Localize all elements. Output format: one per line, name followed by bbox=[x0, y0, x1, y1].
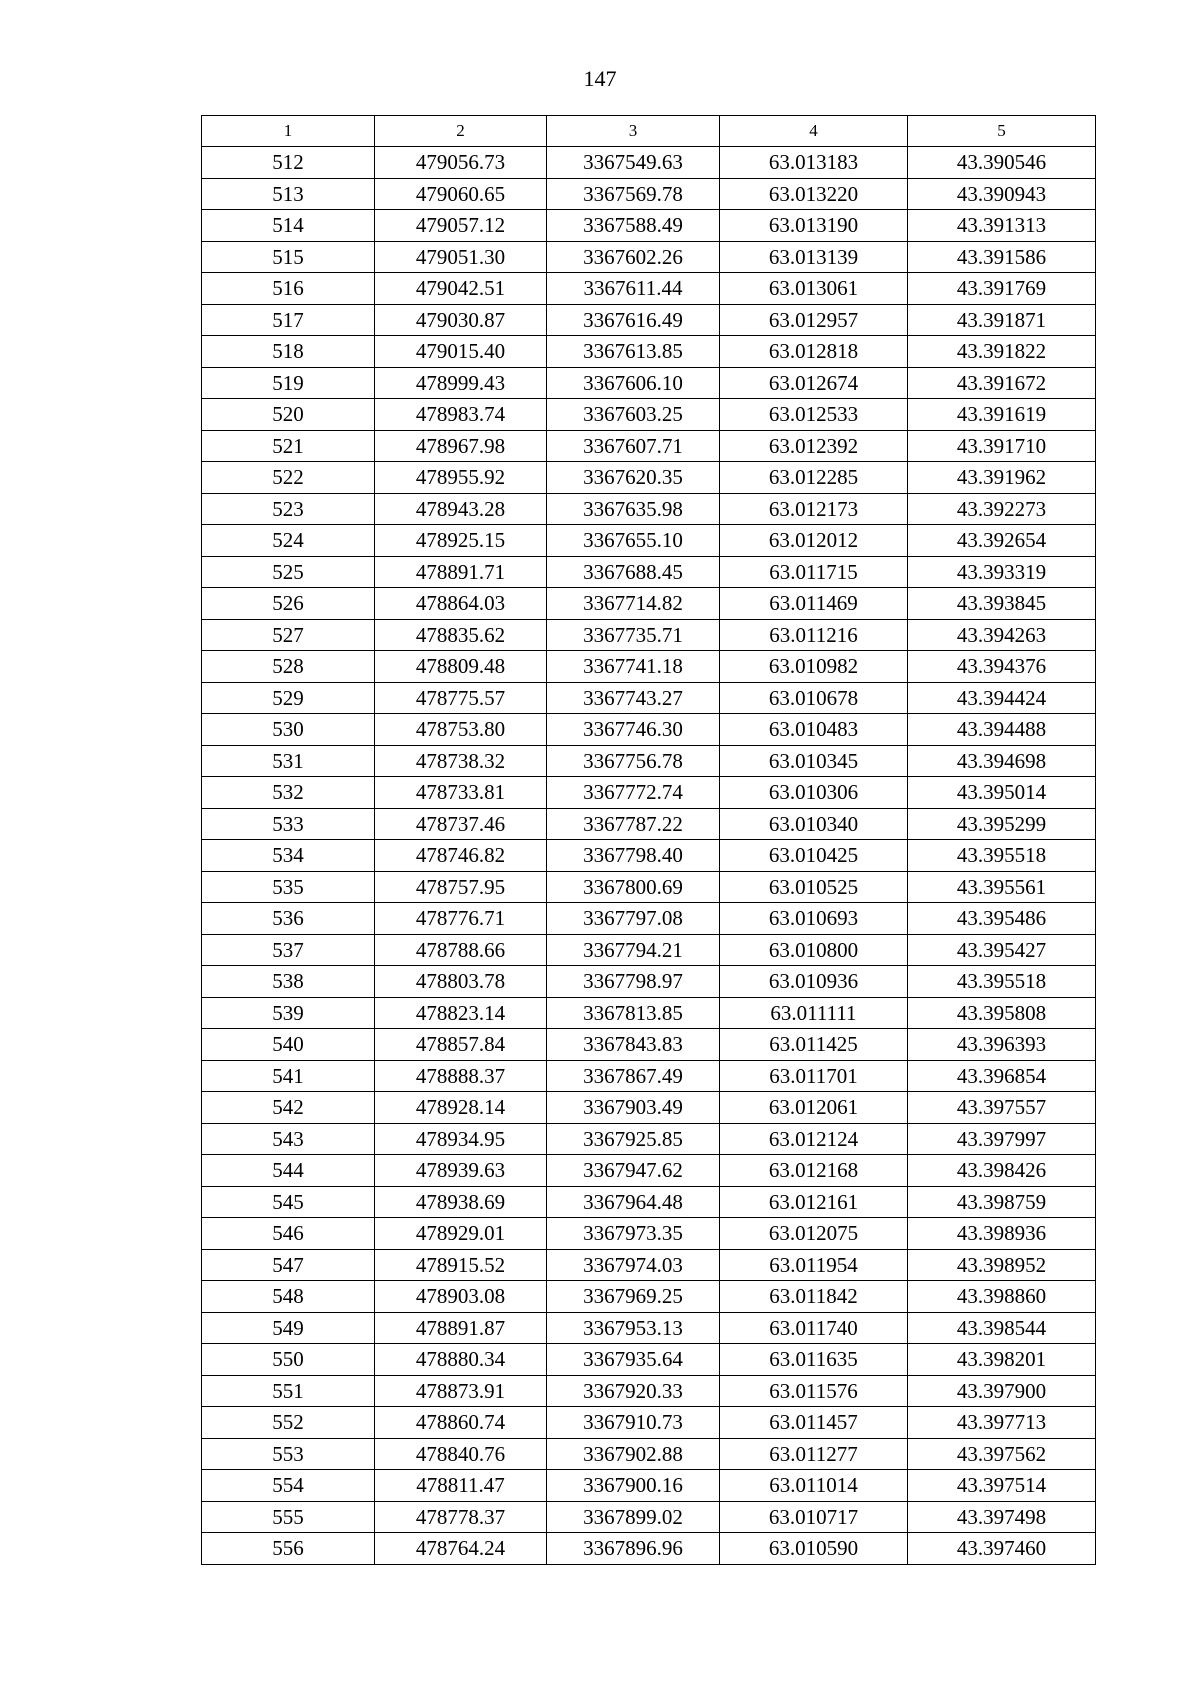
table-cell: 43.395014 bbox=[908, 777, 1096, 809]
table-row bbox=[202, 588, 1096, 620]
table-row bbox=[202, 210, 1096, 242]
table-cell: 43.391710 bbox=[908, 430, 1096, 462]
table-cell: 516 bbox=[202, 273, 375, 305]
table-cell: 479060.65 bbox=[375, 178, 547, 210]
table-cell: 3367797.08 bbox=[547, 903, 720, 935]
table-cell: 63.010936 bbox=[720, 966, 908, 998]
table-cell: 478738.32 bbox=[375, 745, 547, 777]
table-cell: 43.397498 bbox=[908, 1501, 1096, 1533]
table-cell: 3367714.82 bbox=[547, 588, 720, 620]
table-cell: 43.394698 bbox=[908, 745, 1096, 777]
table-cell: 478943.28 bbox=[375, 493, 547, 525]
table-cell: 3367606.10 bbox=[547, 367, 720, 399]
table-cell: 3367969.25 bbox=[547, 1281, 720, 1313]
table-row bbox=[202, 1123, 1096, 1155]
table-cell: 529 bbox=[202, 682, 375, 714]
table-row bbox=[202, 493, 1096, 525]
table-cell: 537 bbox=[202, 934, 375, 966]
table-cell: 43.397460 bbox=[908, 1533, 1096, 1565]
table-cell: 63.011740 bbox=[720, 1312, 908, 1344]
table-cell: 552 bbox=[202, 1407, 375, 1439]
table-cell: 478934.95 bbox=[375, 1123, 547, 1155]
table-cell: 43.395518 bbox=[908, 840, 1096, 872]
table-cell: 3367902.88 bbox=[547, 1438, 720, 1470]
table-cell: 478803.78 bbox=[375, 966, 547, 998]
table-cell: 536 bbox=[202, 903, 375, 935]
table-cell: 478880.34 bbox=[375, 1344, 547, 1376]
table-cell: 478753.80 bbox=[375, 714, 547, 746]
table-cell: 43.391586 bbox=[908, 241, 1096, 273]
table-row bbox=[202, 1029, 1096, 1061]
table-cell: 63.010678 bbox=[720, 682, 908, 714]
table-cell: 63.010345 bbox=[720, 745, 908, 777]
table-cell: 3367655.10 bbox=[547, 525, 720, 557]
table-cell: 43.392654 bbox=[908, 525, 1096, 557]
table-cell: 43.398201 bbox=[908, 1344, 1096, 1376]
table-row bbox=[202, 808, 1096, 840]
table-cell: 63.011954 bbox=[720, 1249, 908, 1281]
table-cell: 520 bbox=[202, 399, 375, 431]
table-cell: 478757.95 bbox=[375, 871, 547, 903]
table-row bbox=[202, 304, 1096, 336]
table-cell: 43.393845 bbox=[908, 588, 1096, 620]
table-row bbox=[202, 241, 1096, 273]
table-cell: 3367947.62 bbox=[547, 1155, 720, 1187]
table-row bbox=[202, 1344, 1096, 1376]
table-cell: 543 bbox=[202, 1123, 375, 1155]
table-cell: 521 bbox=[202, 430, 375, 462]
table-cell: 3367925.85 bbox=[547, 1123, 720, 1155]
table-row bbox=[202, 966, 1096, 998]
table-cell: 541 bbox=[202, 1060, 375, 1092]
column-header-2: 2 bbox=[375, 116, 547, 147]
table-cell: 540 bbox=[202, 1029, 375, 1061]
table-cell: 63.012012 bbox=[720, 525, 908, 557]
table-cell: 43.391962 bbox=[908, 462, 1096, 494]
table-row bbox=[202, 1249, 1096, 1281]
table-cell: 43.397557 bbox=[908, 1092, 1096, 1124]
table-cell: 546 bbox=[202, 1218, 375, 1250]
table-cell: 3367613.85 bbox=[547, 336, 720, 368]
table-cell: 63.010425 bbox=[720, 840, 908, 872]
table-cell: 544 bbox=[202, 1155, 375, 1187]
table-cell: 43.395427 bbox=[908, 934, 1096, 966]
table-cell: 63.012285 bbox=[720, 462, 908, 494]
table-cell: 3367800.69 bbox=[547, 871, 720, 903]
table-cell: 63.011425 bbox=[720, 1029, 908, 1061]
table-row bbox=[202, 682, 1096, 714]
table-cell: 550 bbox=[202, 1344, 375, 1376]
table-cell: 551 bbox=[202, 1375, 375, 1407]
table-row bbox=[202, 1186, 1096, 1218]
column-header-1: 1 bbox=[202, 116, 375, 147]
table-cell: 478809.48 bbox=[375, 651, 547, 683]
table-cell: 517 bbox=[202, 304, 375, 336]
table-cell: 3367741.18 bbox=[547, 651, 720, 683]
table-cell: 522 bbox=[202, 462, 375, 494]
table-cell: 3367787.22 bbox=[547, 808, 720, 840]
table-row bbox=[202, 651, 1096, 683]
table-cell: 43.397514 bbox=[908, 1470, 1096, 1502]
table-cell: 478925.15 bbox=[375, 525, 547, 557]
table-cell: 478999.43 bbox=[375, 367, 547, 399]
table-cell: 63.010483 bbox=[720, 714, 908, 746]
table-cell: 43.390546 bbox=[908, 147, 1096, 179]
table-cell: 478888.37 bbox=[375, 1060, 547, 1092]
table-cell: 43.394424 bbox=[908, 682, 1096, 714]
table-cell: 63.012124 bbox=[720, 1123, 908, 1155]
table-row bbox=[202, 273, 1096, 305]
table-cell: 63.012161 bbox=[720, 1186, 908, 1218]
table-row bbox=[202, 147, 1096, 179]
table-cell: 63.010340 bbox=[720, 808, 908, 840]
table-cell: 479057.12 bbox=[375, 210, 547, 242]
table-cell: 478764.24 bbox=[375, 1533, 547, 1565]
table-cell: 63.011216 bbox=[720, 619, 908, 651]
table-cell: 63.010590 bbox=[720, 1533, 908, 1565]
table-cell: 478778.37 bbox=[375, 1501, 547, 1533]
table-row bbox=[202, 399, 1096, 431]
table-cell: 535 bbox=[202, 871, 375, 903]
table-cell: 527 bbox=[202, 619, 375, 651]
table-cell: 43.395518 bbox=[908, 966, 1096, 998]
table-cell: 3367616.49 bbox=[547, 304, 720, 336]
table-cell: 479051.30 bbox=[375, 241, 547, 273]
table-cell: 43.394488 bbox=[908, 714, 1096, 746]
table-cell: 3367900.16 bbox=[547, 1470, 720, 1502]
table-cell: 63.011111 bbox=[720, 997, 908, 1029]
table-cell: 531 bbox=[202, 745, 375, 777]
table-cell: 3367569.78 bbox=[547, 178, 720, 210]
table-cell: 63.012168 bbox=[720, 1155, 908, 1187]
table-cell: 63.012173 bbox=[720, 493, 908, 525]
table-cell: 63.011469 bbox=[720, 588, 908, 620]
table-cell: 43.396393 bbox=[908, 1029, 1096, 1061]
table-cell: 63.012061 bbox=[720, 1092, 908, 1124]
table-cell: 43.392273 bbox=[908, 493, 1096, 525]
table-cell: 3367794.21 bbox=[547, 934, 720, 966]
table-cell: 479030.87 bbox=[375, 304, 547, 336]
table-cell: 478929.01 bbox=[375, 1218, 547, 1250]
table-cell: 547 bbox=[202, 1249, 375, 1281]
table-cell: 478891.71 bbox=[375, 556, 547, 588]
table-cell: 63.013061 bbox=[720, 273, 908, 305]
column-header-5: 5 bbox=[908, 116, 1096, 147]
table-cell: 3367920.33 bbox=[547, 1375, 720, 1407]
table-cell: 63.010800 bbox=[720, 934, 908, 966]
table-cell: 63.010693 bbox=[720, 903, 908, 935]
table-row bbox=[202, 556, 1096, 588]
table-cell: 63.012392 bbox=[720, 430, 908, 462]
table-cell: 43.395808 bbox=[908, 997, 1096, 1029]
table-cell: 519 bbox=[202, 367, 375, 399]
table-cell: 3367772.74 bbox=[547, 777, 720, 809]
table-cell: 63.010525 bbox=[720, 871, 908, 903]
table-cell: 3367899.02 bbox=[547, 1501, 720, 1533]
table-cell: 3367964.48 bbox=[547, 1186, 720, 1218]
table-header bbox=[202, 116, 1096, 147]
table-cell: 478955.92 bbox=[375, 462, 547, 494]
table-cell: 3367798.97 bbox=[547, 966, 720, 998]
table-cell: 542 bbox=[202, 1092, 375, 1124]
table-cell: 478737.46 bbox=[375, 808, 547, 840]
table-cell: 43.391619 bbox=[908, 399, 1096, 431]
table-cell: 43.398952 bbox=[908, 1249, 1096, 1281]
table-cell: 63.010306 bbox=[720, 777, 908, 809]
table-cell: 63.011701 bbox=[720, 1060, 908, 1092]
table-row bbox=[202, 1155, 1096, 1187]
table-cell: 63.013220 bbox=[720, 178, 908, 210]
table-cell: 534 bbox=[202, 840, 375, 872]
table-cell: 512 bbox=[202, 147, 375, 179]
table-cell: 3367843.83 bbox=[547, 1029, 720, 1061]
table-cell: 3367973.35 bbox=[547, 1218, 720, 1250]
table-cell: 523 bbox=[202, 493, 375, 525]
table-cell: 3367549.63 bbox=[547, 147, 720, 179]
table-cell: 43.396854 bbox=[908, 1060, 1096, 1092]
table-row bbox=[202, 934, 1096, 966]
table-row bbox=[202, 777, 1096, 809]
table-cell: 515 bbox=[202, 241, 375, 273]
table-cell: 43.398936 bbox=[908, 1218, 1096, 1250]
table-cell: 63.011576 bbox=[720, 1375, 908, 1407]
table-cell: 539 bbox=[202, 997, 375, 1029]
table-cell: 478835.62 bbox=[375, 619, 547, 651]
table-cell: 478823.14 bbox=[375, 997, 547, 1029]
table-cell: 526 bbox=[202, 588, 375, 620]
table-cell: 524 bbox=[202, 525, 375, 557]
table-cell: 3367953.13 bbox=[547, 1312, 720, 1344]
table-cell: 478775.57 bbox=[375, 682, 547, 714]
table-cell: 538 bbox=[202, 966, 375, 998]
table-cell: 63.011715 bbox=[720, 556, 908, 588]
table-cell: 3367603.25 bbox=[547, 399, 720, 431]
table-row bbox=[202, 178, 1096, 210]
table-cell: 63.012674 bbox=[720, 367, 908, 399]
table-cell: 478873.91 bbox=[375, 1375, 547, 1407]
table-header-row bbox=[202, 116, 1096, 147]
table-cell: 3367910.73 bbox=[547, 1407, 720, 1439]
table-row bbox=[202, 462, 1096, 494]
table-cell: 3367635.98 bbox=[547, 493, 720, 525]
table-cell: 43.391769 bbox=[908, 273, 1096, 305]
table-cell: 478788.66 bbox=[375, 934, 547, 966]
table-cell: 63.012957 bbox=[720, 304, 908, 336]
table-cell: 478939.63 bbox=[375, 1155, 547, 1187]
table-cell: 63.012075 bbox=[720, 1218, 908, 1250]
table-cell: 63.011014 bbox=[720, 1470, 908, 1502]
table-cell: 478928.14 bbox=[375, 1092, 547, 1124]
table-cell: 3367798.40 bbox=[547, 840, 720, 872]
table-row bbox=[202, 1060, 1096, 1092]
table-cell: 43.391822 bbox=[908, 336, 1096, 368]
table-cell: 478983.74 bbox=[375, 399, 547, 431]
table-cell: 3367620.35 bbox=[547, 462, 720, 494]
table-row bbox=[202, 1092, 1096, 1124]
table-cell: 63.011277 bbox=[720, 1438, 908, 1470]
table-cell: 478811.47 bbox=[375, 1470, 547, 1502]
table-cell: 3367607.71 bbox=[547, 430, 720, 462]
table-cell: 553 bbox=[202, 1438, 375, 1470]
table-cell: 3367867.49 bbox=[547, 1060, 720, 1092]
table-cell: 533 bbox=[202, 808, 375, 840]
table-cell: 43.395561 bbox=[908, 871, 1096, 903]
table-cell: 63.011635 bbox=[720, 1344, 908, 1376]
table-cell: 43.398544 bbox=[908, 1312, 1096, 1344]
table-cell: 3367611.44 bbox=[547, 273, 720, 305]
table-cell: 3367974.03 bbox=[547, 1249, 720, 1281]
table-cell: 514 bbox=[202, 210, 375, 242]
table-row bbox=[202, 1281, 1096, 1313]
table-cell: 3367896.96 bbox=[547, 1533, 720, 1565]
table-cell: 43.390943 bbox=[908, 178, 1096, 210]
table-cell: 478746.82 bbox=[375, 840, 547, 872]
table-cell: 3367602.26 bbox=[547, 241, 720, 273]
table-cell: 43.398426 bbox=[908, 1155, 1096, 1187]
table-cell: 63.010982 bbox=[720, 651, 908, 683]
table-row bbox=[202, 997, 1096, 1029]
table-cell: 513 bbox=[202, 178, 375, 210]
table-cell: 478860.74 bbox=[375, 1407, 547, 1439]
table-cell: 3367746.30 bbox=[547, 714, 720, 746]
table-cell: 43.398860 bbox=[908, 1281, 1096, 1313]
table-body bbox=[202, 147, 1096, 1565]
table-cell: 554 bbox=[202, 1470, 375, 1502]
table-cell: 43.391871 bbox=[908, 304, 1096, 336]
table-cell: 478857.84 bbox=[375, 1029, 547, 1061]
table-cell: 63.011457 bbox=[720, 1407, 908, 1439]
table-cell: 43.393319 bbox=[908, 556, 1096, 588]
table-cell: 63.010717 bbox=[720, 1501, 908, 1533]
table-row bbox=[202, 840, 1096, 872]
table-cell: 3367935.64 bbox=[547, 1344, 720, 1376]
table-cell: 478733.81 bbox=[375, 777, 547, 809]
table-cell: 63.013139 bbox=[720, 241, 908, 273]
table-cell: 43.395486 bbox=[908, 903, 1096, 935]
table-cell: 63.011842 bbox=[720, 1281, 908, 1313]
table-row bbox=[202, 1501, 1096, 1533]
table-row bbox=[202, 714, 1096, 746]
table-cell: 63.013190 bbox=[720, 210, 908, 242]
table-row bbox=[202, 619, 1096, 651]
table-cell: 43.397900 bbox=[908, 1375, 1096, 1407]
table-cell: 63.012818 bbox=[720, 336, 908, 368]
table-cell: 43.395299 bbox=[908, 808, 1096, 840]
table-cell: 545 bbox=[202, 1186, 375, 1218]
column-header-3: 3 bbox=[547, 116, 720, 147]
table-row bbox=[202, 1470, 1096, 1502]
table-row bbox=[202, 1407, 1096, 1439]
table-cell: 3367588.49 bbox=[547, 210, 720, 242]
table-row bbox=[202, 745, 1096, 777]
table-cell: 63.012533 bbox=[720, 399, 908, 431]
table-cell: 43.397997 bbox=[908, 1123, 1096, 1155]
table-cell: 518 bbox=[202, 336, 375, 368]
table-cell: 43.397562 bbox=[908, 1438, 1096, 1470]
table-cell: 525 bbox=[202, 556, 375, 588]
table-row bbox=[202, 1312, 1096, 1344]
table-cell: 555 bbox=[202, 1501, 375, 1533]
table-cell: 3367813.85 bbox=[547, 997, 720, 1029]
table-cell: 478938.69 bbox=[375, 1186, 547, 1218]
table-cell: 3367903.49 bbox=[547, 1092, 720, 1124]
table-row bbox=[202, 871, 1096, 903]
table-cell: 3367756.78 bbox=[547, 745, 720, 777]
table-cell: 548 bbox=[202, 1281, 375, 1313]
table-cell: 556 bbox=[202, 1533, 375, 1565]
table-cell: 43.398759 bbox=[908, 1186, 1096, 1218]
table-row bbox=[202, 430, 1096, 462]
table-cell: 3367735.71 bbox=[547, 619, 720, 651]
table-cell: 530 bbox=[202, 714, 375, 746]
table-cell: 63.013183 bbox=[720, 147, 908, 179]
table-cell: 478891.87 bbox=[375, 1312, 547, 1344]
table-cell: 478864.03 bbox=[375, 588, 547, 620]
table-cell: 478903.08 bbox=[375, 1281, 547, 1313]
coordinates-table bbox=[201, 115, 1096, 1565]
table-cell: 478915.52 bbox=[375, 1249, 547, 1281]
table-row bbox=[202, 903, 1096, 935]
table-cell: 43.394263 bbox=[908, 619, 1096, 651]
table-cell: 479015.40 bbox=[375, 336, 547, 368]
table-cell: 43.394376 bbox=[908, 651, 1096, 683]
table-row bbox=[202, 1438, 1096, 1470]
table-row bbox=[202, 336, 1096, 368]
table-cell: 549 bbox=[202, 1312, 375, 1344]
table-cell: 3367688.45 bbox=[547, 556, 720, 588]
table-row bbox=[202, 1375, 1096, 1407]
table-cell: 43.391672 bbox=[908, 367, 1096, 399]
table-row bbox=[202, 367, 1096, 399]
table-cell: 479042.51 bbox=[375, 273, 547, 305]
page-number: 147 bbox=[583, 66, 617, 91]
table-row bbox=[202, 1533, 1096, 1565]
table-cell: 43.397713 bbox=[908, 1407, 1096, 1439]
table-cell: 532 bbox=[202, 777, 375, 809]
table-cell: 478840.76 bbox=[375, 1438, 547, 1470]
table-row bbox=[202, 1218, 1096, 1250]
table-row bbox=[202, 525, 1096, 557]
table-cell: 3367743.27 bbox=[547, 682, 720, 714]
table-cell: 43.391313 bbox=[908, 210, 1096, 242]
table-cell: 479056.73 bbox=[375, 147, 547, 179]
table-cell: 478967.98 bbox=[375, 430, 547, 462]
table-cell: 528 bbox=[202, 651, 375, 683]
table-cell: 478776.71 bbox=[375, 903, 547, 935]
column-header-4: 4 bbox=[720, 116, 908, 147]
